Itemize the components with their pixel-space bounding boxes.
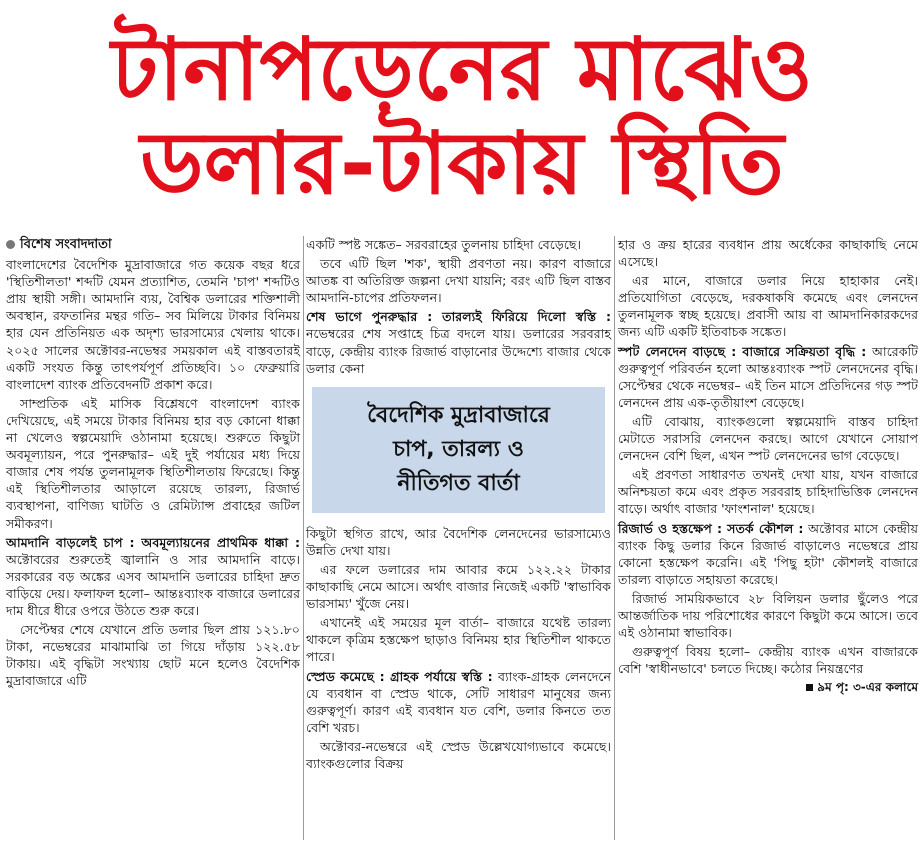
column-divider — [614, 236, 615, 840]
square-bullet-icon — [806, 684, 813, 691]
continuation-note — [618, 679, 918, 696]
pull-quote-line: বৈদেশিক মুদ্রাবাজারে — [367, 402, 550, 428]
paragraph: তবে এটি ছিল 'শক', স্থায়ী প্রবণতা নয়। কারণ বাজারে আতঙ্ক বা অতিরিক্ত জল্পনা দেখা যায়নি; বরং এটি ছিল বাস্তব আমদানি-চাপের প্রতিফলন। — [306, 256, 611, 306]
subheading: স্পট লেনদেন বাড়ছে : বাজারে সক্রিয়তা বৃদ্ধি : — [618, 343, 867, 359]
column-divider — [303, 236, 304, 840]
paragraph: বাংলাদেশের বৈদেশিক মুদ্রাবাজারে গত কয়েক বছর ধরে 'স্থিতিশীলতা' শব্দটি যেমন প্রত্যাশিত, তেমনি 'চাপ' শব্দটিও প্রায় স্থায়ী সঙ্গী। আমদানি ব্যয়, বৈশ্বিক ডলারের শক্তিশালী অবস্থান, রফতানির মন্থর গতি– সব মিলিয়ে টাকার বিনিময় হার যেন প্রতিনিয়ত এক অদৃশ্য ভারসাম্যের খেলায় থাকে। ২০২৫ সালের অক্টোবর-নভেম্বর সময়কাল এই বাস্তবতারই একটি সংযত কিন্তু তাৎপর্যপূর্ণ প্রতিচ্ছবি। ১০ ফেব্রুয়ারি বাংলাদেশ ব্যাংক প্রতিবেদনটি প্রকাশ করে। — [6, 257, 300, 392]
paragraph: অক্টোবর-নভেম্বরে এই স্প্রেড উল্লেখযোগ্যভাবে কমেছে। ব্যাংকগুলোর বিক্রয় — [306, 738, 611, 771]
paragraph: সেপ্টেম্বর শেষে যেখানে প্রতি ডলার ছিল প্রায় ১২১.৮০ টাকা, নভেম্বরের মাঝামাঝি তা গিয়ে দাঁড়ায় ১২২.৫৮ টাকায়। এই বৃদ্ধিটা সংখ্যায় ছোট মনে হলেও বৈদেশিক মুদ্রাবাজারে এটি — [6, 622, 300, 689]
paragraph: রিজার্ভ সাময়িকভাবে ২৮ বিলিয়ন ডলার ছুঁলেও পরে আন্তর্জাতিক দায় পরিশোধের কারণে কিছুটা কমে আসে। তবে এই ওঠানামা স্বাভাবিক। — [618, 590, 918, 641]
subheading-paragraph — [306, 308, 611, 376]
paragraph: সাম্প্রতিক এই মাসিক বিশ্লেষণে বাংলাদেশ ব্যাংক দেখিয়েছে, এই সময়ে টাকার বিনিময় হার বড় কোনো ধাক্কা না খেলেও স্বল্পমেয়াদি ওঠানামা হয়েছে। শুরুতে কিছুটা অবমূল্যায়ন, পরে পুনরুদ্ধার– এই দুই পর্যায়ের মধ্য দিয়ে বাজার শেষ পর্যন্ত তুলনামূলক স্থিতিশীলতায় ফিরেছে। কিন্তু এই স্থিতিশীলতার আড়ালে রয়েছে তারল্য, রিজার্ভ ব্যবস্থাপনা, বাণিজ্য ঘাটতি ও রেমিট্যান্স প্রবাহের জটিল সমীকরণ। — [6, 395, 300, 531]
paragraph-text: ব্যাংক-গ্রাহক লেনদেনে যে ব্যবধান বা স্প্রেড থাকে, সেটি সাধারণ মানুষের জন্য গুরুত্বপূর্ণ। কারণ এই ব্যবধান যত বেশি, ডলার কিনতে তত বেশি খরচ। — [306, 668, 611, 735]
paragraph: একটি স্পষ্ট সঙ্কেত– সরবরাহের তুলনায় চাহিদা বেড়েছে। — [306, 237, 582, 252]
column-2 — [306, 236, 611, 774]
subheading-paragraph — [6, 534, 300, 619]
paragraph: এর মানে, বাজারে ডলার নিয়ে হাহাকার নেই। প্রতিযোগিতা বেড়েছে, দরকষাকষি কমেছে এবং লেনদেন তুলনামূলক স্বচ্ছ হয়েছে। প্রবাসী আয় বা আমদানিকারকদের জন্য এটি একটি ইতিবাচক সঙ্কেত। — [618, 273, 918, 340]
subheading: স্প্রেড কমেছে : গ্রাহক পর্যায়ে স্বস্তি : — [306, 668, 493, 684]
pull-quote — [312, 387, 605, 513]
subheading: শেষ ভাগে পুনরুদ্ধার : তারল্যই ফিরিয়ে দিলো স্বস্তি : — [306, 309, 611, 325]
subheading-paragraph — [618, 343, 918, 411]
headline — [0, 0, 924, 234]
subheading: রিজার্ভ ও হস্তক্ষেপ : সতর্ক কৌশল : — [618, 520, 804, 536]
paragraph: এর ফলে ডলারের দাম আবার কমে ১২২.২২ টাকার কাছাকাছি নেমে আসে। অর্থাৎ বাজার নিজেই একটি 'স্বাভাবিক ভারসাম্য' খুঁজে নেয়। — [306, 561, 611, 612]
paragraph-text: অক্টোবর মাসে কেন্দ্রীয় ব্যাংক কিছু ডলার কিনে রিজার্ভ বাড়ালেও নভেম্বরে প্রায় কোনো হস্তক্ষেপ করেনি। এই 'পিছু হটা' কৌশলই বাজারে তারল্য বাড়াতে সহায়তা করেছে। — [618, 520, 918, 587]
paragraph: এই প্রবণতা সাধারণত তখনই দেখা যায়, যখন বাজারে অনিশ্চয়তা কমে এবং প্রকৃত সরবরাহ চাহিদাভিত্তিক লেনদেন বাড়ে। অর্থাৎ বাজার 'ফাংশনাল' হয়েছে। — [618, 467, 918, 517]
subheading: আমদানি বাড়লেই চাপ : অবমূল্যায়নের প্রাথমিক ধাক্কা : — [6, 534, 300, 550]
bullet-icon — [6, 240, 15, 249]
column-3 — [618, 236, 918, 696]
paragraph-text: নভেম্বরের শেষ সপ্তাহে চিত্র বদলে যায়। ডলারের সরবরাহ বাড়ে, কেন্দ্রীয় ব্যাংক রিজার্ভ বাড়ানোর উদ্দেশ্যে বাজার থেকে ডলার কেনা — [306, 326, 611, 376]
byline — [6, 236, 300, 253]
headline-line-1: টানাপড়েনের মাঝেও — [111, 20, 813, 120]
paragraph-text: অক্টোবরের শুরুতেই জ্বালানি ও সার আমদানি বাড়ে। সরকারের বড় অঙ্কের এসব আমদানি ডলারের চাহিদা দ্রুত বাড়িয়ে দেয়। ফলাফল হলো– আন্তঃব্যাংক বাজারে ডলারের দাম ধীরে ধীরে ওপরে উঠতে শুরু করে। — [6, 551, 300, 618]
byline-text: বিশেষ সংবাদদাতা — [20, 237, 112, 252]
paragraph: গুরুত্বপূর্ণ বিষয় হলো– কেন্দ্রীয় ব্যাংক এখন বাজারকে বেশি 'স্বাধীনভাবে' চলতে দিচ্ছে। কঠোর নিয়ন্ত্রণের — [618, 644, 918, 677]
paragraph-text: আরেকটি গুরুত্বপূর্ণ পরিবর্তন হলো আন্তঃব্যাংক স্পট লেনদেনের বৃদ্ধি। সেপ্টেম্বর থেকে নভেম্বর– এই তিন মাসে প্রতিদিনের গড় স্পট লেনদেন প্রায় এক-তৃতীয়াংশ বেড়েছে। — [618, 343, 918, 410]
pull-quote-line: চাপ, তারল্য ও — [393, 436, 524, 462]
paragraph: হার ও ক্রয় হারের ব্যবধান প্রায় অর্ধেকের কাছাকাছি নেমে এসেছে। — [618, 237, 918, 270]
pull-quote-line: নীতিগত বার্তা — [397, 470, 520, 496]
continuation-text: ৯ম পৃ: ৩-এর কলামে — [817, 680, 918, 695]
paragraph: কিছুটা স্থগিত রাখে, আর বৈদেশিক লেনদেনের ভারসাম্যেও উন্নতি দেখা যায়। — [306, 525, 611, 558]
paragraph: এখানেই এই সময়ের মূল বার্তা– বাজারে যথেষ্ট তারল্য থাকলে কৃত্রিম হস্তক্ষেপ ছাড়াও বিনিময় হার স্থিতিশীল থাকতে পারে। — [306, 615, 611, 665]
column-1 — [6, 236, 300, 691]
subheading-paragraph — [618, 520, 918, 588]
paragraph: এটি বোঝায়, ব্যাংকগুলো স্বল্পমেয়াদি বাস্তব চাহিদা মেটাতে সরাসরি লেনদেন করছে। আগে যেখানে সোয়াপ লেনদেন বেশি ছিল, এখন স্পট লেনদেনের ভাগ বেড়েছে। — [618, 413, 918, 464]
subheading-paragraph — [306, 668, 611, 736]
headline-line-2: ডলার-টাকায় স্থিতি — [140, 114, 784, 214]
